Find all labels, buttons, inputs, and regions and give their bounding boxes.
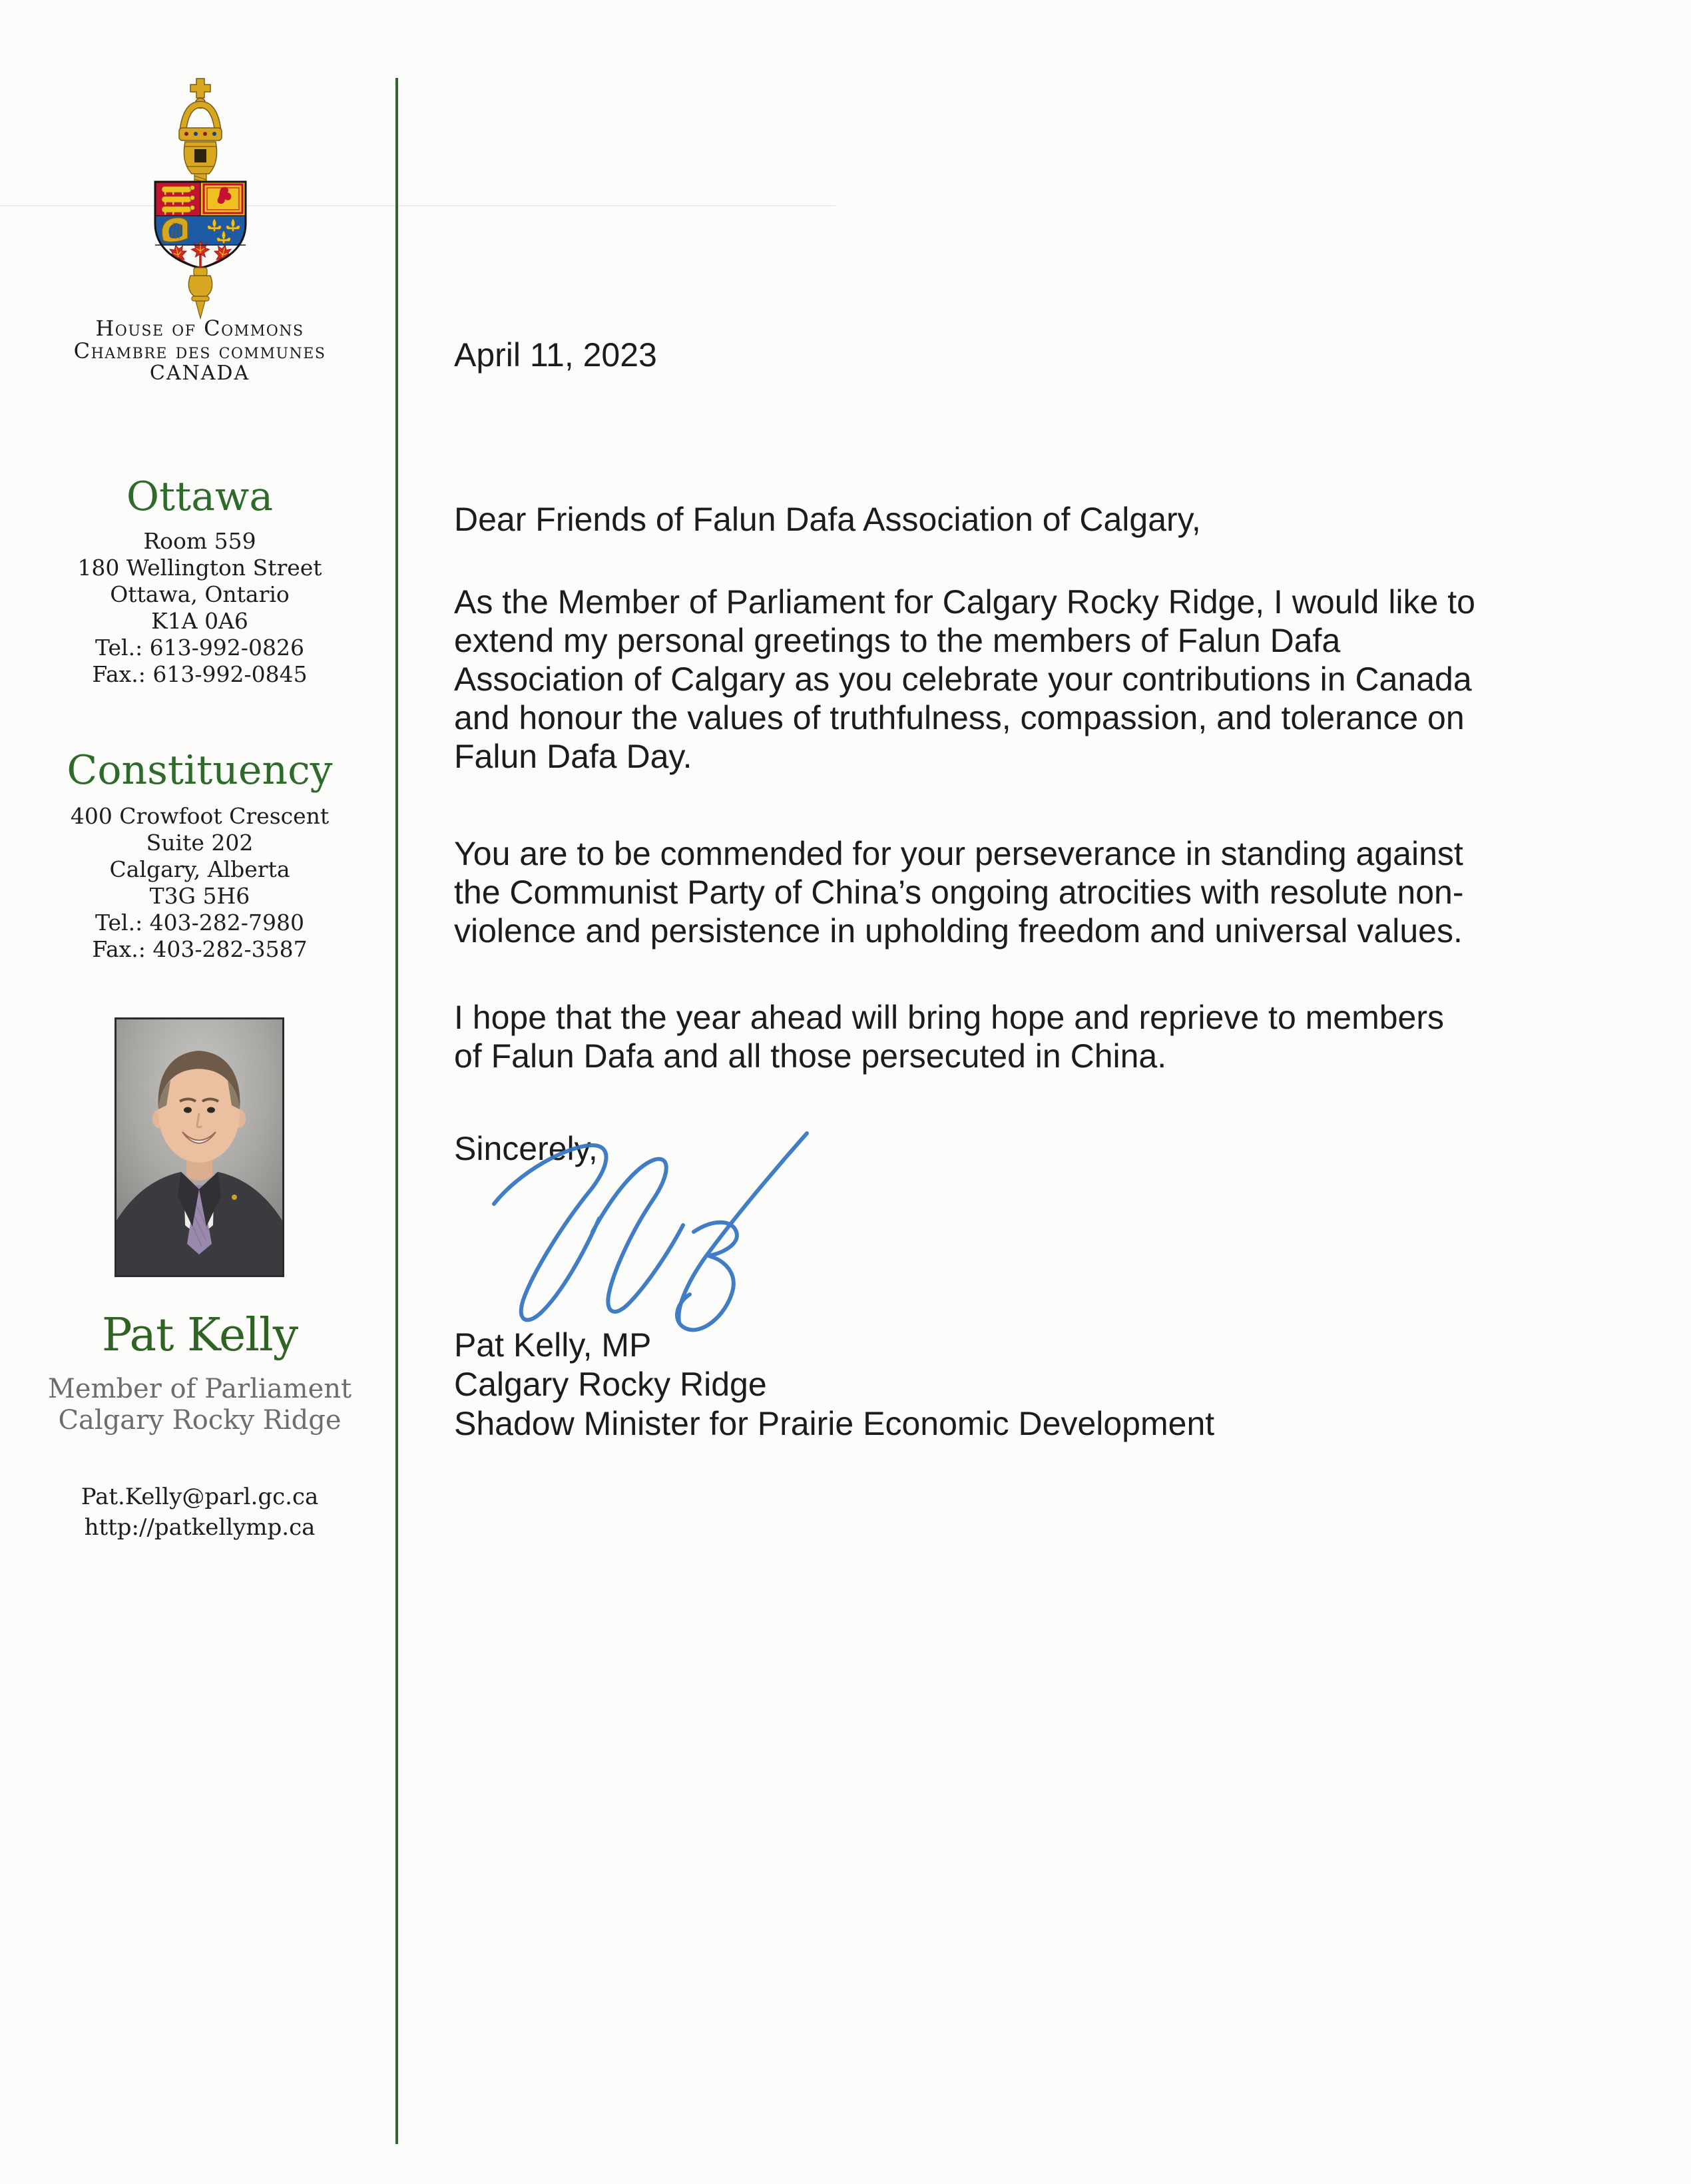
org-name-en: House of Commons xyxy=(95,316,304,341)
address-line: 400 Crowfoot Crescent xyxy=(70,803,330,829)
fax-line: Fax.: 613-992-0845 xyxy=(92,661,308,687)
signoff-title: Shadow Minister for Prairie Economic Development xyxy=(454,1405,1215,1442)
signoff-riding: Calgary Rocky Ridge xyxy=(454,1366,767,1403)
letter-line: You are to be commended for your perseverance in standing against xyxy=(454,835,1463,872)
constituency-address xyxy=(27,803,373,963)
letter-line: I hope that the year ahead will bring hope and reprieve to members xyxy=(454,999,1445,1036)
fax-line: Fax.: 403-282-3587 xyxy=(92,936,308,962)
member-email: Pat.Kelly@parl.gc.ca xyxy=(81,1484,319,1510)
house-of-commons-crest-icon xyxy=(123,73,278,321)
address-line: Room 559 xyxy=(143,528,256,554)
letter-line: Falun Dafa Day. xyxy=(454,738,692,775)
sidebar-divider-rule xyxy=(395,78,398,2144)
letter-paragraph xyxy=(454,583,1475,776)
royal-shield-icon xyxy=(155,182,246,269)
address-line: Ottawa, Ontario xyxy=(110,581,290,607)
member-role-title: Member of Parliament xyxy=(47,1374,352,1404)
phone-line: Tel.: 403-282-7980 xyxy=(95,910,304,936)
letter-line: Association of Calgary as you celebrate your contributions in Canada xyxy=(454,661,1472,698)
address-line: 180 Wellington Street xyxy=(77,555,322,581)
letter-line: and honour the values of truthfulness, compassion, and tolerance on xyxy=(454,699,1465,736)
member-role-riding: Calgary Rocky Ridge xyxy=(58,1405,342,1436)
member-website: http://patkellymp.ca xyxy=(84,1514,316,1541)
letter-signoff xyxy=(454,1326,1214,1444)
org-country: CANADA xyxy=(149,362,250,385)
signoff-name: Pat Kelly, MP xyxy=(454,1326,652,1364)
org-name-fr: Chambre des communes xyxy=(73,338,326,364)
phone-line: Tel.: 613-992-0826 xyxy=(95,635,304,661)
ottawa-heading: Ottawa xyxy=(126,473,274,520)
member-contact xyxy=(27,1482,373,1543)
lapel-pin xyxy=(232,1195,237,1200)
pat-kelly-portrait-photo xyxy=(115,1017,284,1277)
constituency-heading: Constituency xyxy=(67,747,333,794)
letter-closing: Sincerely, xyxy=(454,1130,598,1167)
letter-paragraph xyxy=(454,834,1464,950)
member-role xyxy=(27,1374,373,1436)
handwritten-signature xyxy=(479,1125,819,1352)
letter-line: violence and persistence in upholding freedom and universal values. xyxy=(454,912,1463,950)
letter-line: of Falun Dafa and all those persecuted in China. xyxy=(454,1037,1167,1075)
mace-pommel xyxy=(188,268,212,318)
letterhead-org xyxy=(27,317,373,385)
member-name: Pat Kelly xyxy=(101,1309,298,1362)
address-line: K1A 0A6 xyxy=(151,608,248,634)
ottawa-address xyxy=(27,528,373,688)
address-line: Calgary, Alberta xyxy=(109,856,290,882)
letter-paragraph xyxy=(454,998,1444,1075)
letter-line: As the Member of Parliament for Calgary Rocky Ridge, I would like to xyxy=(454,583,1475,621)
address-line: Suite 202 xyxy=(146,830,254,856)
letter-date: April 11, 2023 xyxy=(454,336,657,374)
letter-salutation: Dear Friends of Falun Dafa Association of Calgary, xyxy=(454,501,1201,538)
address-line: T3G 5H6 xyxy=(149,883,250,909)
mace-icon xyxy=(179,79,222,183)
letter-line: the Communist Party of China’s ongoing atrocities with resolute non- xyxy=(454,874,1464,911)
letter-line: extend my personal greetings to the members of Falun Dafa xyxy=(454,622,1341,659)
